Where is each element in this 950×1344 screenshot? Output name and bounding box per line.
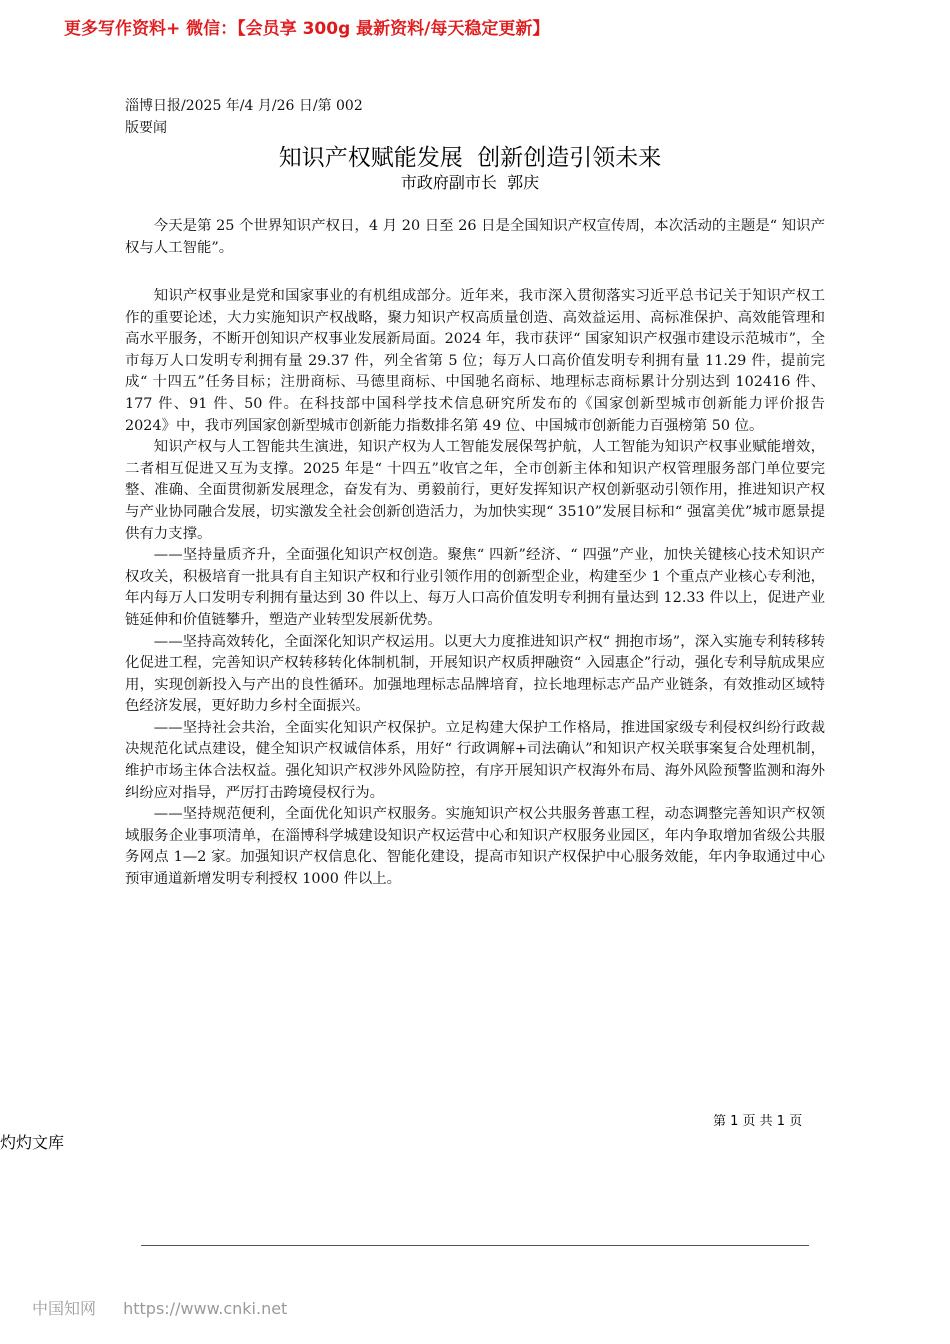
cnki-site-name: 中国知网	[32, 1299, 97, 1318]
article-intro	[125, 216, 825, 280]
paragraph: ——坚持规范便利，全面优化知识产权服务。实施知识产权公共服务普惠工程，动态调整完善知识产权领域服务企业事项清单，在淄博科学城建设知识产权运营中心和知识产权服务业园区，年内争取增加省级公共服务网点 1—2 家。加强知识产权信息化、智能化建设，提高市知识产权保护中心服务效能，年内争取通过中心预审通道新增发明专利授权 1000 件以上。	[125, 806, 825, 888]
article-byline: 市政府副市长 郭庆	[400, 173, 540, 192]
paragraph: ——坚持社会共治，全面实化知识产权保护。立足构建大保护工作格局，推进国家级专利侵权纠纷行政裁决规范化试点建设，健全知识产权诚信体系，用好“ 行政调解+司法确认”和知识产权关联事案复合处理机制，维护市场主体合法权益。强化知识产权涉外风险防控，有序开展知识产权海外布局、海外风险预警监测和海外纠纷应对指导，严厉打击跨境侵权行为。	[125, 719, 825, 801]
paragraph-intro: 今天是第 25 个世界知识产权日，4 月 20 日至 26 日是全国知识产权宣传周，本次活动的主题是“ 知识产权与人工智能”。	[125, 218, 825, 256]
cnki-footer	[32, 1296, 287, 1319]
publication-line: 淄博日报/2025 年/4 月/26 日/第 002	[125, 98, 363, 114]
article-title: 知识产权赋能发展 创新创造引领未来	[278, 145, 662, 171]
paragraph: 知识产权事业是党和国家事业的有机组成部分。近年来，我市深入贯彻落实习近平总书记关于知识产权工作的重要论述，大力实施知识产权战略，聚力知识产权高质量创造、高效益运用、高标准保护、高效能管理和高水平服务，不断开创知识产权事业发展新局面。2024 年，我市获评“ 国家知识产权强市建设示范城市”，全市每万人口发明专利拥有量 29.37 件，列全省第 5 位；每万人口高价值发明专利拥有量 11.29 件，提前完成“ 十四五”任务目标；注册商标、马德里商标、中国驰名商标、地理标志商标累计分别达到 102416 件、177 件、91 件、50 件。在科技部中国科学技术信息研究所发布的《国家创新型城市创新能力评价报告 2024》中，我市列国家创新型城市创新能力指数排名第 49 位、中国城市创新能力百强榜第 50 位。	[125, 288, 825, 434]
promo-banner: 更多写作资料+ 微信：【会员享 300g 最新资料/每天稳定更新】	[64, 19, 550, 39]
cnki-url-link[interactable]: https://www.cnki.net	[123, 1299, 288, 1318]
page-indicator: 第 1 页 共 1 页	[713, 1114, 803, 1129]
footer-divider	[141, 1245, 809, 1246]
article-body	[125, 286, 825, 891]
paragraph: ——坚持量质齐升，全面强化知识产权创造。聚焦“ 四新”经济、“ 四强”产业，加快关键核心技术知识产权攻关，积极培育一批具有自主知识产权和行业引领作用的创新型企业，构建至少 1 个重点产业核心专利池，年内每万人口发明专利拥有量达到 30 件以上、每万人口高价值发明专利拥有量达到 12.33 件以上，促进产业链延伸和价值链攀升，塑造产业转型发展新优势。	[125, 547, 825, 628]
library-name: 灼灼文库	[0, 1133, 65, 1152]
section-label: 版要闻	[125, 120, 167, 136]
paragraph: 知识产权与人工智能共生演进，知识产权为人工智能发展保驾护航，人工智能为知识产权事业赋能增效，二者相互促进又互为支撑。2025 年是“ 十四五”收官之年，全市创新主体和知识产权管理服务部门单位要完整、准确、全面贯彻新发展理念，奋发有为、勇毅前行，更好发挥知识产权创新驱动引领作用，推进知识产权与产业协同融合发展，切实激发全社会创新创造活力，为加快实现“ 3510”发展目标和“ 强富美优”城市愿景提供有力支撑。	[125, 439, 825, 542]
paragraph: ——坚持高效转化，全面深化知识产权运用。以更大力度推进知识产权“ 拥抱市场”，深入实施专利转移转化促进工程，完善知识产权转移转化体制机制，开展知识产权质押融资“ 入园惠企”行动，强化专利导航成果应用，实现创新投入与产出的良性循环。加强地理标志品牌培育，拉长地理标志产品产业链条，有效推动区域特色经济发展，更好助力乡村全面振兴。	[125, 633, 825, 715]
